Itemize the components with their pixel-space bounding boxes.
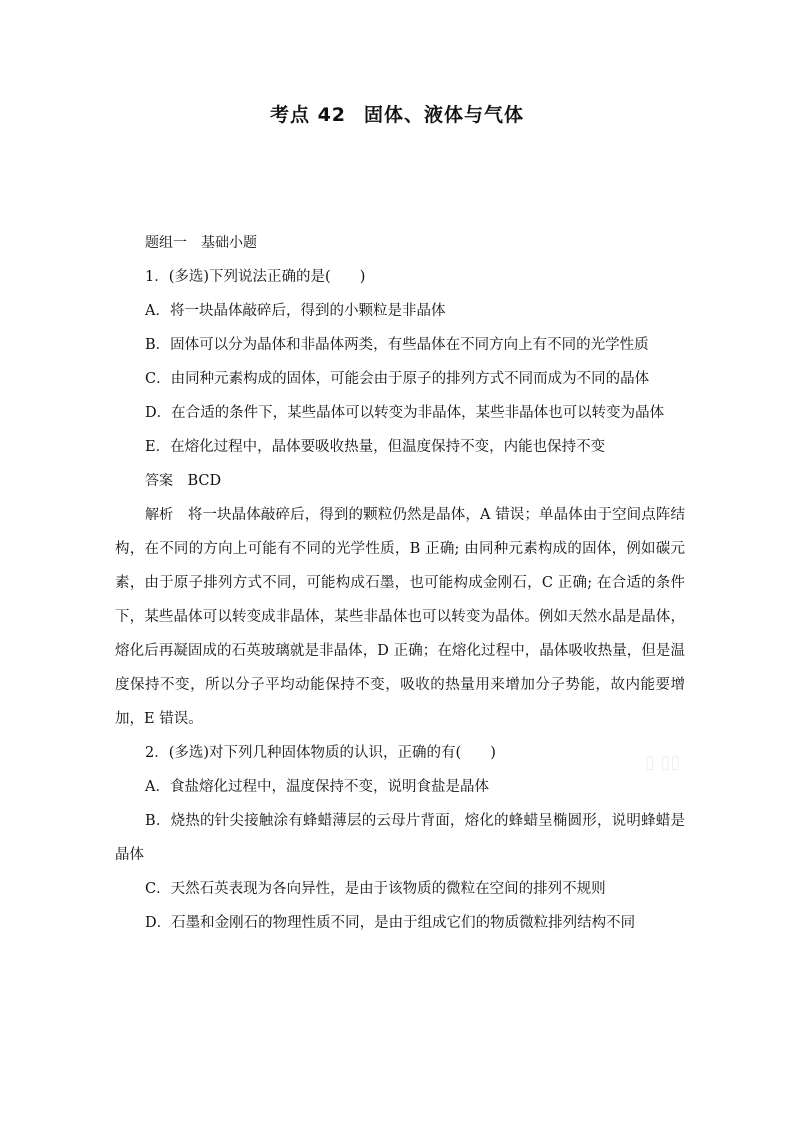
analysis-label: 解析 (145, 507, 174, 523)
q2-option-c: C．天然石英表现为各向异性，是由于该物质的微粒在空间的排列不规则 (145, 881, 606, 897)
title-prefix: 考点 42 (269, 104, 347, 126)
q1-option-c: C．由同种元素构成的固体，可能会由于原子的排列方式不同而成为不同的晶体 (145, 371, 650, 387)
q1-option-d: D．在合适的条件下，某些晶体可以转变为非晶体，某些非晶体也可以转变为晶体 (145, 405, 665, 421)
q2-option-b: B．烧热的针尖接触涂有蜂蜡薄层的云母片背面，熔化的蜂蜡呈椭圆形，说明蜂蜡是晶体 (115, 813, 685, 863)
group-label: 题组一 基础小题 (145, 235, 257, 251)
page-title (0, 100, 794, 127)
q1-option-e: E．在熔化过程中，晶体要吸收热量，但温度保持不变，内能也保持不变 (145, 439, 606, 455)
title-text: 固体、液体与气体 (364, 104, 525, 126)
q1-option-a: A．将一块晶体敲碎后，得到的小颗粒是非晶体 (145, 303, 446, 319)
document-body (115, 226, 685, 940)
answer-label: 答案 (145, 473, 173, 489)
faint-watermark: ▯ ▯▯ (645, 752, 681, 773)
q1-analysis (115, 498, 685, 736)
analysis-text: 将一块晶体敲碎后，得到的颗粒仍然是晶体，A 错误；单晶体由于空间点阵结构，在不同的方向上可能有不同的光学性质，B 正确; 由同种元素构成的固体，例如碳元素，由于原子排列方式不同，可能构成石墨，也可能构成金刚石，C 正确; 在合适的条件下，某些晶体可以转变成非晶体，某些非晶体也可以转变为晶体。例如天然水晶是晶体，熔化后再凝固成的石英玻璃就是非晶体，D 正确；在熔化过程中，晶体吸收热量，但是温度保持不变，所以分子平均动能保持不变，吸收的热量用来增加分子势能，故内能要增加，E 错误。 (115, 507, 686, 727)
q1-answer (115, 464, 685, 498)
q2-stem: 2．(多选)对下列几种固体物质的认识，正确的有( ) (145, 745, 496, 761)
q2-option-d: D．石墨和金刚石的物理性质不同，是由于组成它们的物质微粒排列结构不同 (145, 915, 636, 931)
q1-option-b: B．固体可以分为晶体和非晶体两类，有些晶体在不同方向上有不同的光学性质 (145, 337, 649, 353)
q2-option-a: A．食盐熔化过程中，温度保持不变，说明食盐是晶体 (145, 779, 489, 795)
answer-value: BCD (187, 473, 222, 489)
q1-stem: 1．(多选)下列说法正确的是( ) (145, 269, 366, 285)
